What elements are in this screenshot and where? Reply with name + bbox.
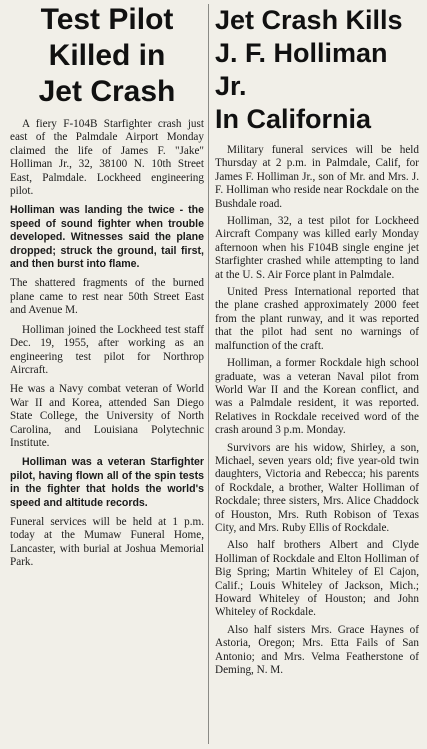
left-headline-line: Test Pilot <box>40 3 174 36</box>
right-headline-line: J. F. Holliman Jr. <box>215 38 388 101</box>
right-paragraph: Survivors are his widow, Shirley, a son, Michael, seven years old; five year-old twin daughters, Victoria and Rebecca; his parents of Rockdale, a brother, Walter Holliman of Rockdale; three sisters, Mrs. Alice Chaddock of Houston, Mrs. Ruth Robison of Texas City, and Mrs. Ruby Ellis of Rockdale. <box>215 441 419 534</box>
left-headline <box>10 0 204 110</box>
right-paragraph: Holliman, a former Rockdale high school graduate, was a veteran Naval pilot from World War II and the Korean conflict, and was a Palmdale resident, it was reported. Relatives in Rockdale received word of the crash around 3 p.m. Monday. <box>215 357 419 437</box>
left-headline-line: Jet Crash <box>38 75 176 108</box>
right-headline <box>215 0 419 136</box>
left-article <box>10 0 204 570</box>
right-headline-line: Jet Crash Kills <box>215 5 403 35</box>
right-article <box>215 0 419 677</box>
left-headline-line: Killed in <box>48 39 166 72</box>
right-paragraph: Also half sisters Mrs. Grace Haynes of Astoria, Oregon; Mrs. Etta Fails of San Antonio; and Mrs. Velma Featherstone of Deming, N. M. <box>215 623 419 677</box>
right-paragraph: Holliman, 32, a test pilot for Lockheed Aircraft Company was killed early Monday afternoon when his F104B single engine jet Starfighter crashed while attempting to land at the U. S. Air Force plant in Palmdale. <box>215 215 419 281</box>
left-paragraph: He was a Navy combat veteran of World War II and Korea, attended San Diego State College, the University of North Carolina, and Louisiana Polytechnic Institute. <box>10 383 204 449</box>
right-paragraph: Military funeral services will be held Thursday at 2 p.m. in Palmdale, Calif, for James F. Holliman Jr., son of Mr. and Mrs. J. F. Holliman who reside near Rockdale on the Bushdale road. <box>215 144 419 210</box>
left-paragraph: A fiery F-104B Starfighter crash just east of the Palmdale Airport Monday claimed the life of James F. "Jake" Holliman Jr., 32, 38100 N. 10th Street East, Palmdale. Lockheed engineering pilot. <box>10 118 204 198</box>
left-paragraph: Holliman joined the Lockheed test staff Dec. 19, 1955, after working as an engineering test pilot for Northrop Aircraft. <box>10 323 204 376</box>
right-headline-line: In California <box>215 104 372 134</box>
column-divider <box>208 4 209 744</box>
left-paragraph-bold: Holliman was a veteran Starfighter pilot, having flown all of the spin tests in the fighter that holds the world's speed and altitude records. <box>10 456 204 509</box>
right-paragraph: United Press International reported that the plane crashed approximately 2000 feet from the plant runway, and it was reported that the pilot had sent no warnings of malfunction of the craft. <box>215 286 419 352</box>
left-paragraph: The shattered fragments of the burned plane came to rest near 50th Street East and Avenue M. <box>10 277 204 317</box>
right-paragraph: Also half brothers Albert and Clyde Holliman of Rockdale and Elton Holliman of Big Spring; Martin Whiteley of El Cajon, Calif.; Louis Whiteley of Jackson, Mich.; Howard Whiteley of Houston; and John Whiteley of Rockdale. <box>215 539 419 619</box>
left-paragraph: Funeral services will be held at 1 p.m. today at the Mumaw Funeral Home, Lancaster, with burial at Joshua Memorial Park. <box>10 515 204 569</box>
left-paragraph-bold: Holliman was landing the twice - the speed of sound fighter when trouble developed. Witnesses said the plane dropped; struck the ground, tail first, and then burst into flame. <box>10 204 204 271</box>
